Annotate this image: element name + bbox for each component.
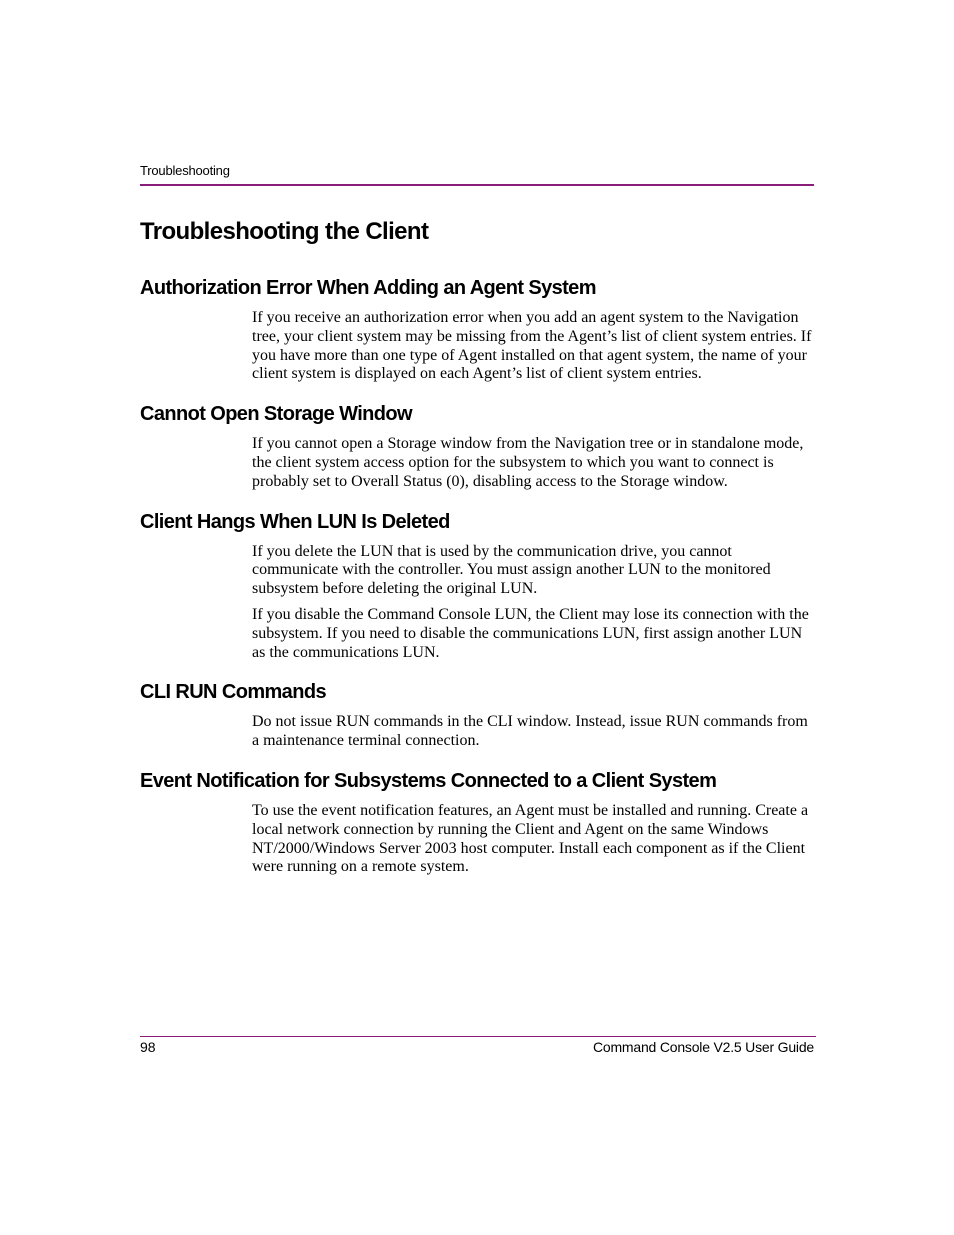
section-heading: Event Notification for Subsystems Connected to a Client System — [140, 769, 717, 792]
document-title: Command Console V2.5 User Guide — [592, 1039, 814, 1055]
paragraph: If you delete the LUN that is used by the communication drive, you cannot communicate with the controller. You must assign another LUN to the monitored subsystem before deleting the original LUN. — [252, 542, 771, 598]
paragraph: If you cannot open a Storage window from the Navigation tree or in standalone mode, the client system access option for the subsystem to which you want to connect is probably set to Overall Status (0), disabling access to the Storage window. — [252, 435, 804, 490]
footer-rule — [140, 1036, 816, 1037]
paragraph: Do not issue RUN commands in the CLI window. Instead, issue RUN commands from a maintenance terminal connection. — [252, 713, 808, 750]
section-heading: CLI RUN Commands — [140, 681, 326, 704]
section-event-notification — [140, 767, 814, 877]
paragraph: If you receive an authorization error when you add an agent system to the Navigation tree, your client system may be missing from the Agent’s list of client system entries. If you have more than one type of Agent installed on that agent system, the name of your client system is displayed on each Agent’s list of client system entries. — [252, 309, 812, 383]
section-authorization-error — [140, 274, 814, 384]
section-cli-run-commands — [140, 678, 814, 751]
section-cannot-open-storage-window — [140, 400, 814, 491]
section-heading: Cannot Open Storage Window — [140, 403, 412, 426]
page-number: 98 — [140, 1039, 156, 1055]
page-title: Troubleshooting the Client — [140, 218, 429, 245]
page-content — [140, 214, 814, 893]
section-heading: Client Hangs When LUN Is Deleted — [140, 510, 450, 533]
section-client-hangs — [140, 508, 814, 663]
paragraph: If you disable the Command Console LUN, the Client may lose its connection with the subsystem. If you need to disable the communications LUN, first assign another LUN as the communications LUN. — [252, 605, 809, 661]
document-page — [140, 0, 814, 1235]
section-heading: Authorization Error When Adding an Agent System — [140, 277, 596, 299]
paragraph: To use the event notification features, an Agent must be installed and running. Create a local network connection by running the Client and Agent on the same Windows NT/2000/Windows Server 2003 host computer. Install each component as if the Client were running on a remote system. — [252, 801, 809, 876]
running-head: Troubleshooting — [140, 163, 230, 178]
header-rule — [140, 184, 814, 186]
